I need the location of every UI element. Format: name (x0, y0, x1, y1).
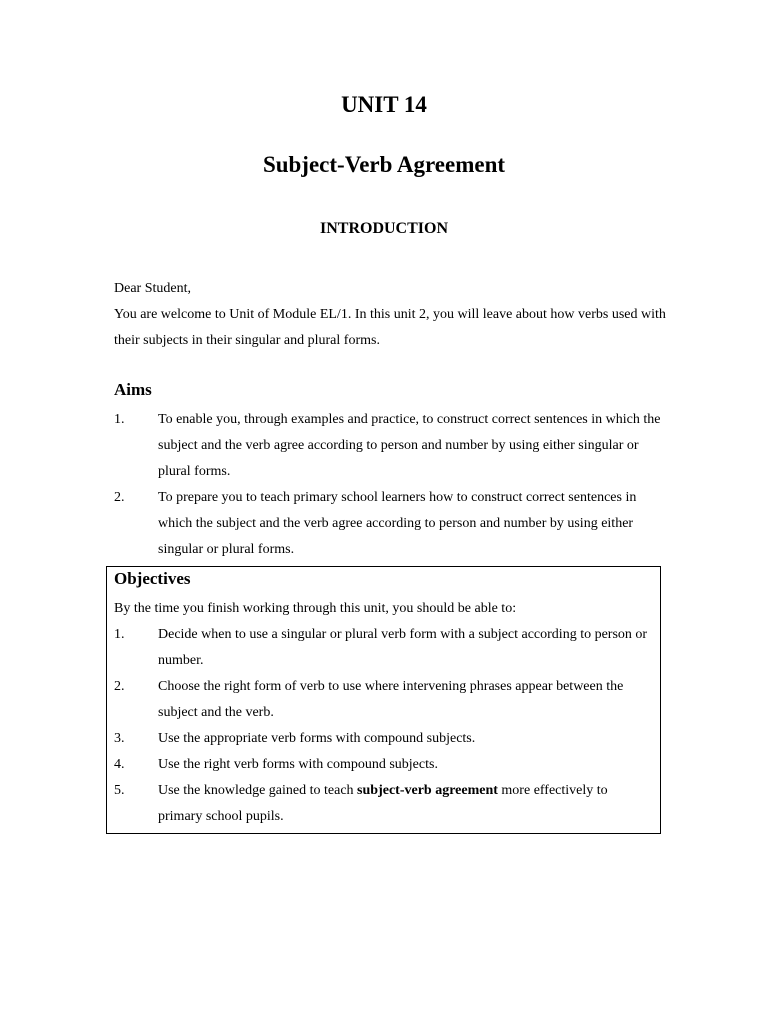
objective-text-start: Use the knowledge gained to teach (158, 783, 358, 798)
objective-item (114, 674, 654, 726)
objective-text: Choose the right form of verb to use where intervening phrases appear between the subject and the verb. (158, 679, 624, 720)
objective-number: 4. (114, 757, 125, 772)
objectives-lead: By the time you finish working through this unit, you should be able to: (114, 601, 517, 616)
letter-salutation: Dear Student, (114, 281, 191, 296)
aim-text: To prepare you to teach primary school learners how to construct correct sentences in which the subject and the verb agree according to person and number by using either singular or plural forms. (158, 490, 637, 557)
aim-item (114, 485, 662, 563)
aims-heading: Aims (114, 380, 152, 399)
objective-text-end: more effectively to primary school pupils. (158, 783, 608, 824)
objective-item (114, 622, 654, 674)
objective-text: Use the right verb forms with compound subjects. (158, 757, 438, 772)
objectives-heading: Objectives (114, 569, 191, 588)
unit-subject-title: Subject-Verb Agreement (262, 152, 506, 177)
objective-text (158, 778, 654, 830)
objective-number: 5. (114, 783, 125, 798)
aims-list (114, 407, 662, 563)
objectives-box (106, 566, 661, 834)
objective-item (114, 778, 654, 830)
objective-text: Decide when to use a singular or plural verb form with a subject according to person or number. (158, 627, 648, 668)
objective-number: 1. (114, 627, 125, 642)
aim-number: 1. (114, 412, 125, 427)
unit-title: UNIT 14 (341, 92, 427, 117)
letter-body: You are welcome to Unit of Module EL/1. In this unit 2, you will leave about how verbs used with their subjects in their singular and plural forms. (114, 307, 666, 348)
objective-key-term: subject-verb agreement (357, 783, 498, 798)
objective-number: 2. (114, 679, 125, 694)
aim-item (114, 407, 662, 485)
objective-item (114, 726, 654, 752)
introduction-letter (114, 276, 674, 354)
objectives-list (114, 622, 654, 830)
objective-text: Use the appropriate verb forms with compound subjects. (158, 731, 476, 746)
objective-number: 3. (114, 731, 125, 746)
objective-item (114, 752, 654, 778)
aim-number: 2. (114, 490, 125, 505)
introduction-heading: INTRODUCTION (319, 220, 448, 237)
aim-text: To enable you, through examples and practice, to construct correct sentences in which the subject and the verb agree according to person and number by using either singular or plural forms. (158, 412, 661, 479)
